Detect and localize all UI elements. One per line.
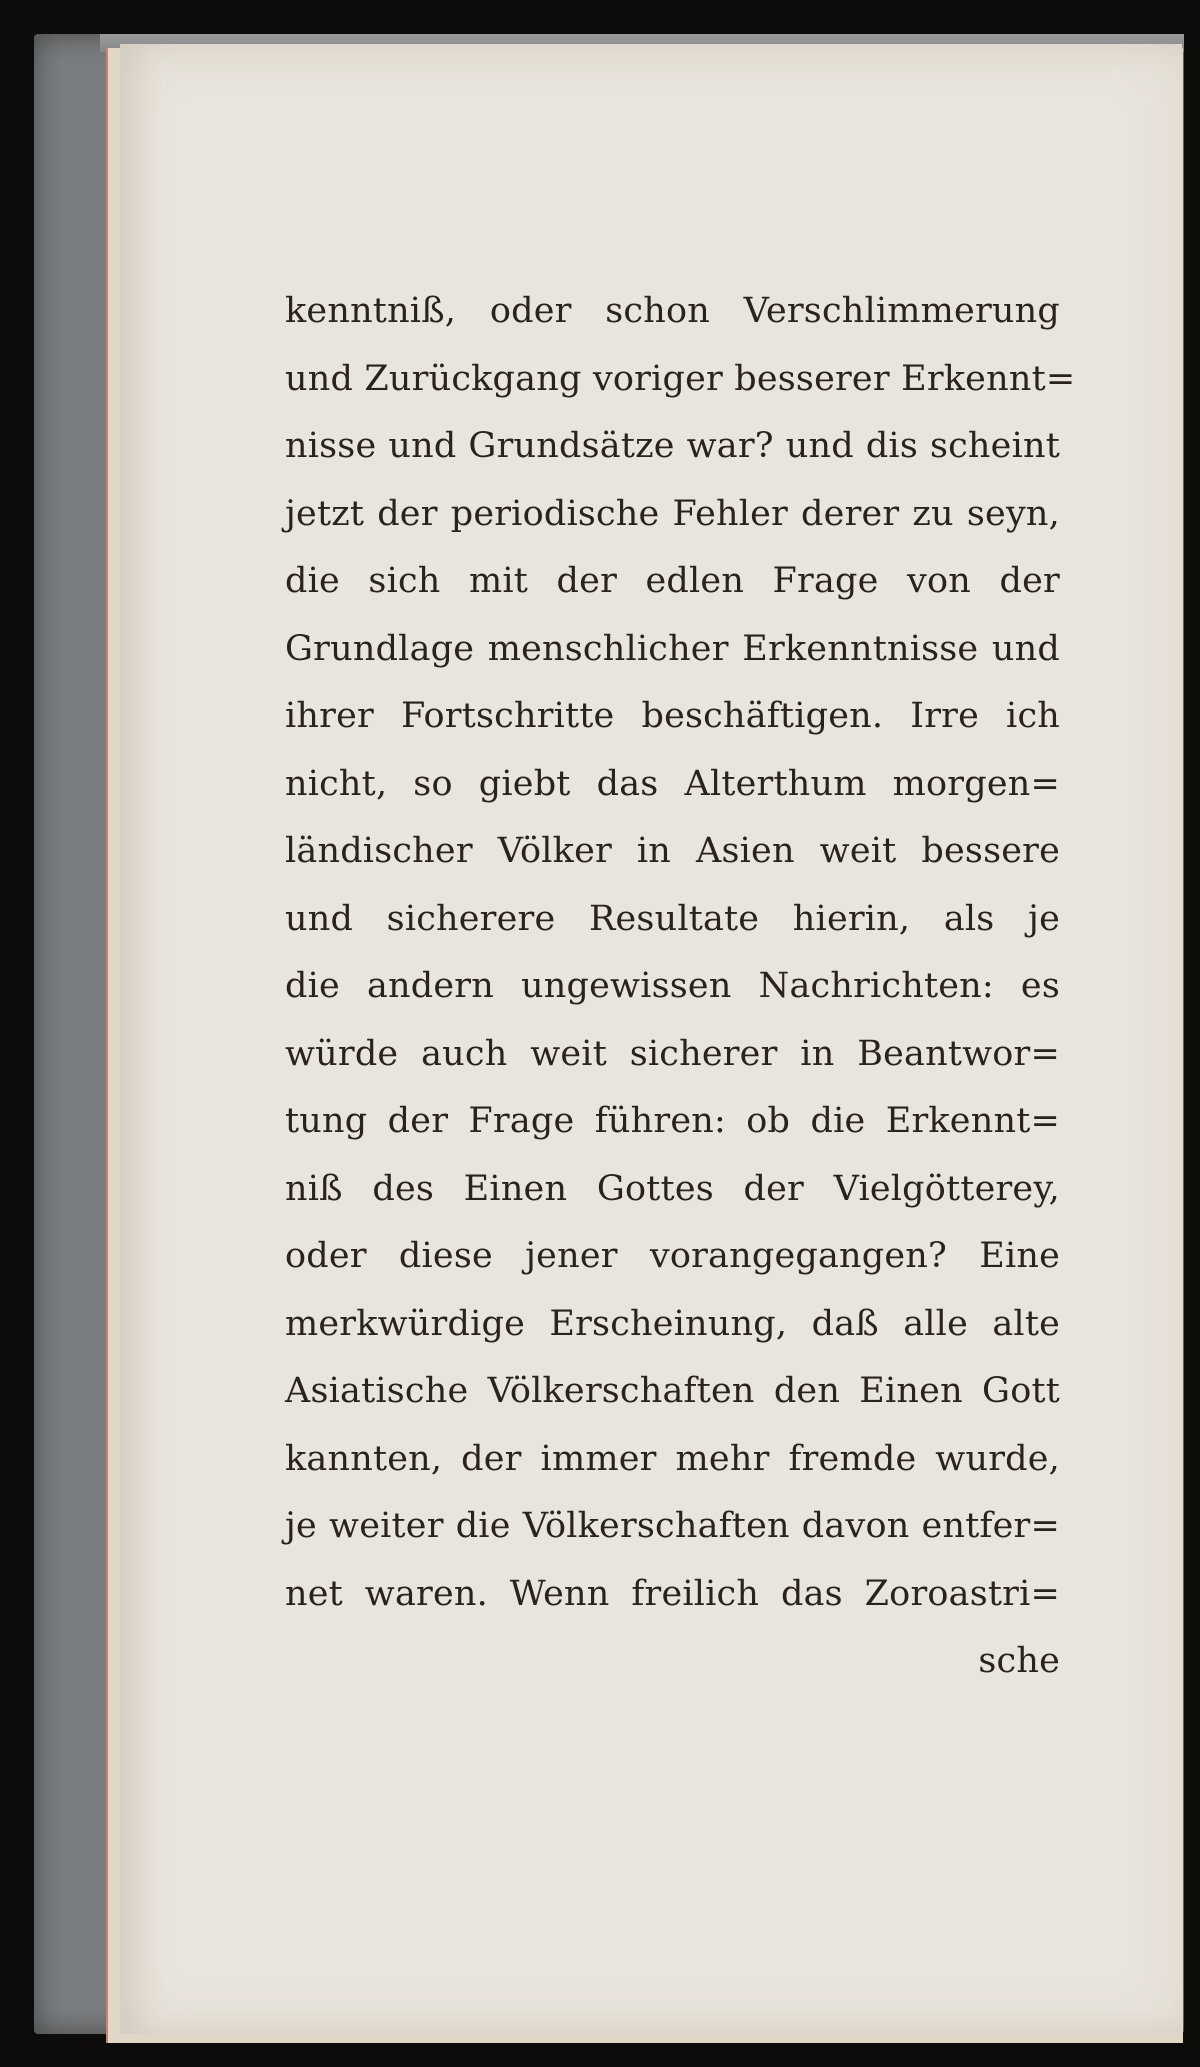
- text-line: die sich mit der edlen Frage von der: [285, 561, 1060, 601]
- text-line: und Zurückgang voriger besserer Erkennt=: [285, 358, 1076, 399]
- text-line: nicht, so giebt das Alterthum morgen=: [285, 763, 1060, 804]
- text-line: und sicherere Resultate hierin, als je: [285, 898, 1060, 939]
- text-line: kannten, der immer mehr fremde wurde,: [285, 1438, 1060, 1479]
- text-line: merkwürdige Erscheinung, daß alle alte: [285, 1303, 1060, 1344]
- text-line: ihrer Fortschritte beschäftigen. Irre ich: [285, 696, 1060, 736]
- text-line: je weiter die Völkerschaften davon entfer=: [285, 1506, 1060, 1546]
- text-line: oder diese jener vorangegangen? Eine: [285, 1236, 1060, 1276]
- text-line: würde auch weit sicherer in Beantwor=: [285, 1033, 1060, 1074]
- text-line: ländischer Völker in Asien weit bessere: [285, 831, 1060, 871]
- book-page: [120, 44, 1182, 2034]
- text-line: Grundlage menschlicher Erkenntnisse und: [285, 628, 1060, 669]
- text-line: kenntniß, oder schon Verschlimmerung: [285, 291, 1060, 331]
- catchword: sche: [978, 1641, 1060, 1681]
- text-line: nisse und Grundsätze war? und dis scheint: [285, 426, 1060, 466]
- text-line: net waren. Wenn freilich das Zoroastri=: [285, 1573, 1060, 1614]
- text-line: Asiatische Völkerschaften den Einen Gott: [285, 1371, 1060, 1411]
- text-line: jetzt der periodische Fehler derer zu seyn,: [285, 493, 1060, 534]
- page-text-block: [285, 278, 1076, 1696]
- text-line: niß des Einen Gottes der Vielgötterey,: [285, 1168, 1060, 1209]
- text-line: die andern ungewissen Nachrichten: es: [285, 966, 1060, 1006]
- text-line: tung der Frage führen: ob die Erkennt=: [285, 1101, 1060, 1141]
